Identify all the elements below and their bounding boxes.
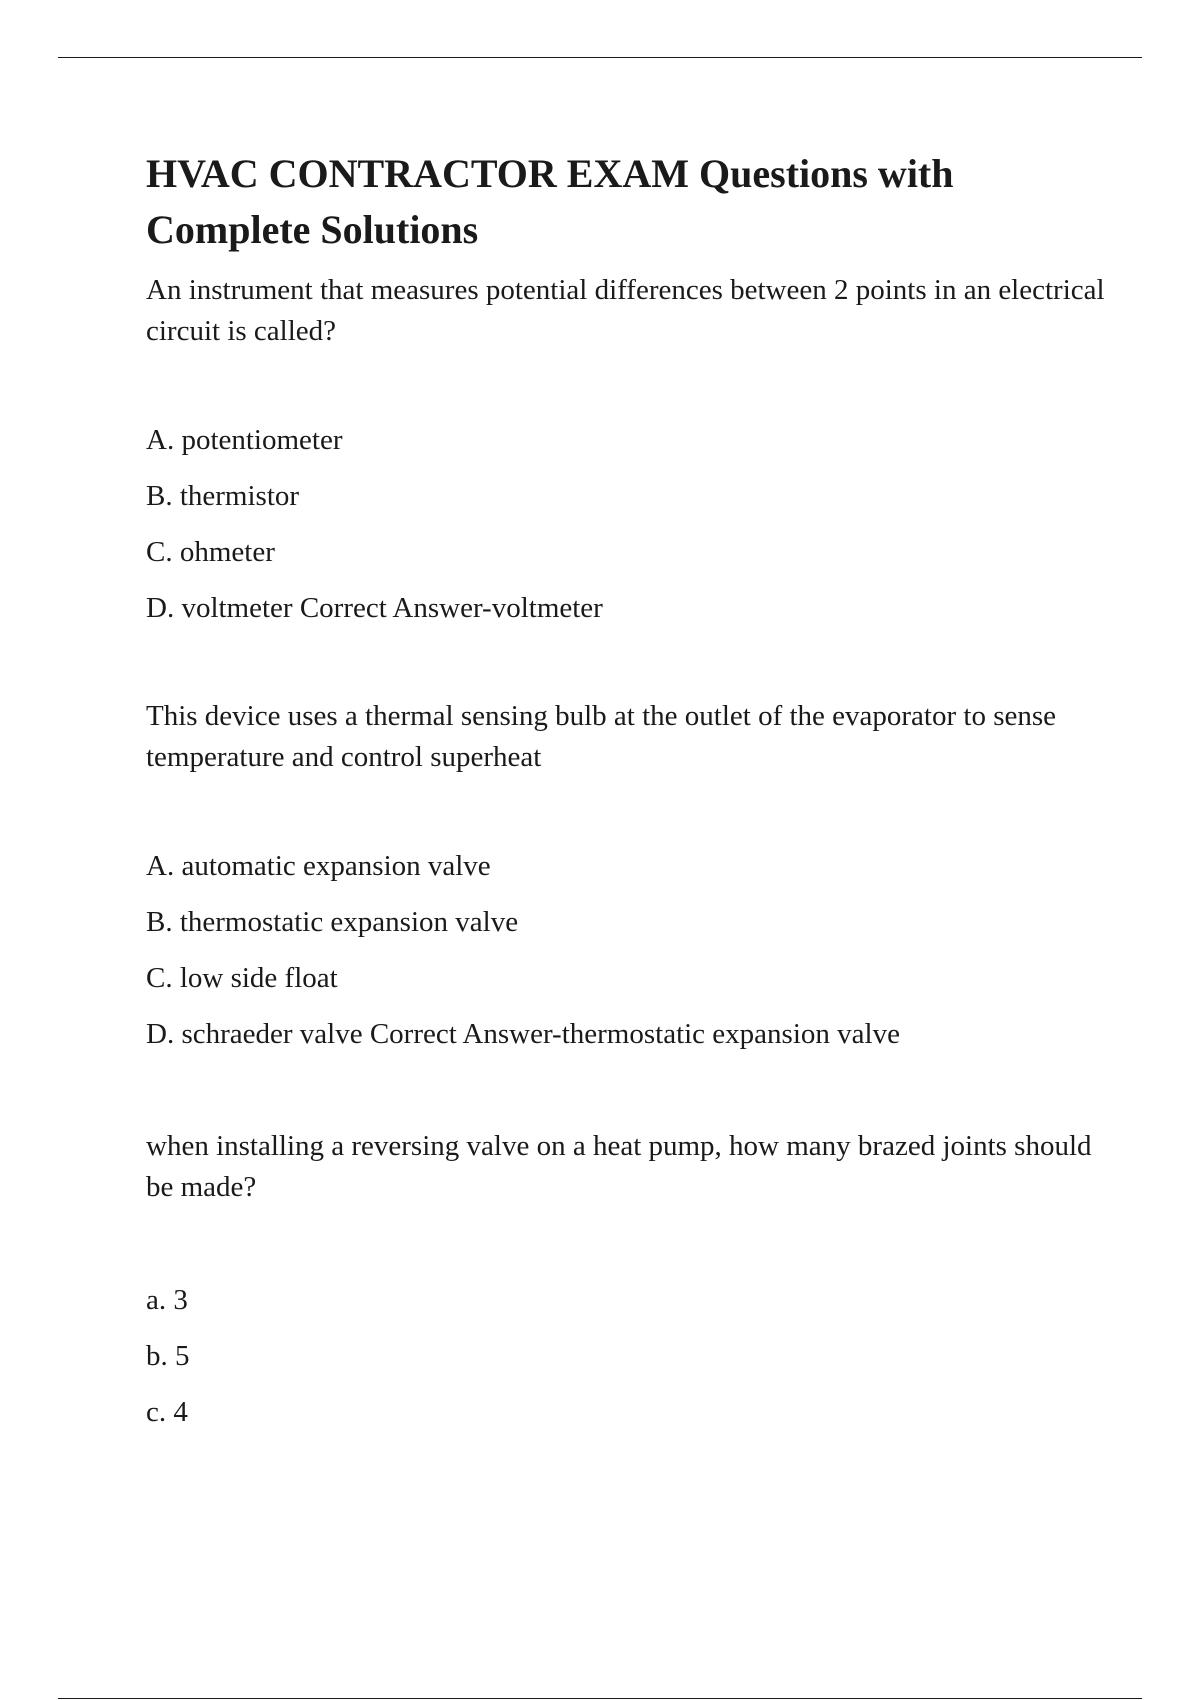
header-rule (58, 57, 1142, 58)
option-item: b. 5 (146, 1340, 190, 1372)
option-item: B. thermistor (146, 480, 300, 512)
option-item: c. 4 (146, 1396, 188, 1428)
document-title: HVAC CONTRACTOR EXAM Questions with Complete Solutions (146, 151, 954, 252)
option-item: D. schraeder valve Correct Answer-thermostatic expansion valve (146, 1018, 900, 1050)
option-item: B. thermostatic expansion valve (146, 906, 519, 938)
document-body (146, 146, 1106, 1430)
option-item: a. 3 (146, 1284, 188, 1316)
option-item: C. low side float (146, 962, 338, 994)
option-item: A. potentiometer (146, 424, 343, 456)
question-text: An instrument that measures potential differences between 2 points in an electrical circuit is called? (146, 274, 1105, 347)
question-text: This device uses a thermal sensing bulb at the outlet of the evaporator to sense temperature and control superheat (146, 700, 1057, 773)
option-list (146, 848, 1106, 1052)
option-list (146, 1282, 1106, 1430)
option-list (146, 422, 1106, 626)
option-item: A. automatic expansion valve (146, 850, 491, 882)
question-block (146, 1126, 1106, 1430)
question-block (146, 696, 1106, 1052)
option-item: D. voltmeter Correct Answer-voltmeter (146, 592, 603, 624)
footer-rule (58, 1698, 1142, 1699)
option-item: C. ohmeter (146, 536, 275, 568)
question-block (146, 270, 1106, 626)
question-text: when installing a reversing valve on a heat pump, how many brazed joints should be made? (146, 1130, 1092, 1203)
